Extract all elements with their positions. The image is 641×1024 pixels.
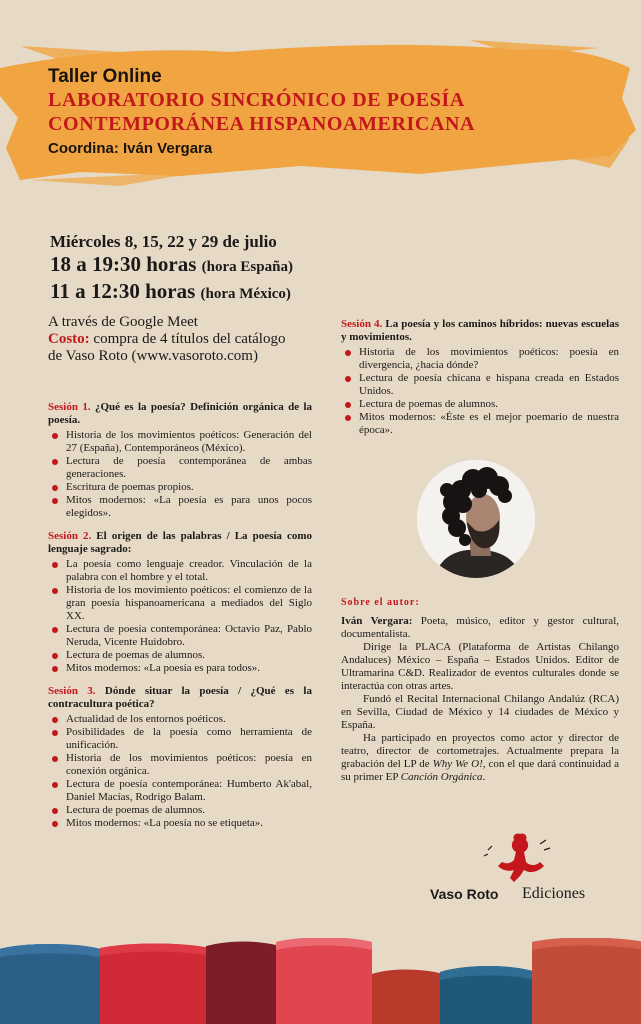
schedule-spain <box>50 252 293 279</box>
title-line-1: LABORATORIO SINCRÓNICO DE POESÍA <box>48 89 465 111</box>
list-item: La poesía como lenguaje creador. Vinculación de la palabra con el hombre y el total. <box>48 558 312 584</box>
list-item: Mitos modernos: «La poesía es para unos pocos elegidos». <box>48 494 312 520</box>
author-paragraph: Dirige la PLACA (Plataforma de Artistas Chilango Andaluces) México – España – Estados Unidos. Editor de Ultramarina C&D. Realizador de eventos culturales donde se interactúa con otras artes. <box>341 641 619 692</box>
session-3 <box>48 685 312 830</box>
cost-text: compra de 4 títulos del catálogo <box>93 331 286 347</box>
session-label: Sesión 1. <box>48 401 91 413</box>
title-line-2: CONTEMPORÁNEA HISPANOAMERICANA <box>48 113 476 135</box>
session-title <box>48 530 312 556</box>
list-item: Historia de los movimiento poéticos: el comienzo de la gran poesía hispanoamericana a mediados del Siglo XX. <box>48 584 312 623</box>
session-heading: La poesía y los caminos híbridos: nuevas escuelas y movimientos. <box>341 318 619 343</box>
mexico-time: 11 a 12:30 horas <box>50 279 196 303</box>
list-item: Historia de los movimientos poéticos: poesía en divergencia, ¿hacia dónde? <box>341 346 619 372</box>
session-heading: El origen de las palabras / La poesía como lenguaje sagrado: <box>48 530 312 555</box>
brand-ediciones: Ediciones <box>522 885 586 902</box>
list-item: Lectura de poesía chicana e hispana creada en Estados Unidos. <box>341 372 619 398</box>
kicker: Taller Online <box>48 66 162 87</box>
author-heading: Sobre el autor: <box>341 597 420 608</box>
list-item: Lectura de poemas de alumnos. <box>48 649 312 662</box>
session-items <box>48 558 312 675</box>
vase-figure-icon <box>478 830 558 886</box>
schedule-mexico <box>50 279 293 306</box>
p4-end: . <box>482 771 486 783</box>
session-items <box>48 713 312 830</box>
cost-label: Costo: <box>48 331 90 347</box>
list-item: Posibilidades de la poesía como herramienta de unificación. <box>48 726 312 752</box>
p4-text-2: , con el que dará continuidad a su primer EP <box>341 758 619 783</box>
spain-time: 18 a 19:30 horas <box>50 252 197 276</box>
list-item: Historia de los movimientos poéticos: poesía en conexión orgánica. <box>48 752 312 778</box>
author-intro <box>341 615 619 641</box>
session-label: Sesión 2. <box>48 530 92 542</box>
list-item: Historia de los movimientos poéticos: Generación del 27 (España), Contemporáneos (México). <box>48 429 312 455</box>
session-title <box>48 401 312 427</box>
list-item: Mitos modernos: «La poesía es para todos». <box>48 662 312 675</box>
schedule-days: Miércoles 8, 15, 22 y 29 de julio <box>50 232 277 251</box>
session-heading: Dónde situar la poesía / ¿Qué es la contracultura poética? <box>48 685 312 710</box>
p4-text: Ha participado en proyectos como actor y director de teatro, director de cortometrajes. Actualmente prepara la grabación del LP de <box>341 732 619 770</box>
session-title <box>48 685 312 711</box>
session-items <box>48 429 312 520</box>
session-1 <box>48 401 312 520</box>
author-paragraph <box>341 732 619 784</box>
schedule <box>50 232 293 306</box>
books-decoration <box>0 938 641 1024</box>
lp-title: Why We O! <box>432 758 483 770</box>
author-intro-text: Poeta, músico, editor y gestor cultural, documentalista. <box>341 615 619 640</box>
list-item: Lectura de poesía contemporánea: Octavio Paz, Pablo Neruda, Vicente Huidobro. <box>48 623 312 649</box>
author-photo <box>417 460 535 578</box>
ep-title: Canción Orgánica <box>400 771 483 783</box>
about-author <box>341 596 619 784</box>
session-4 <box>341 318 619 437</box>
vaso-roto-logo <box>428 830 598 910</box>
session-2 <box>48 530 312 675</box>
spain-zone: (hora España) <box>201 259 293 275</box>
cost-line-2: de Vaso Roto (www.vasoroto.com) <box>48 348 258 364</box>
header <box>48 66 608 157</box>
session-title <box>341 318 619 344</box>
session-label: Sesión 4. <box>341 318 383 330</box>
list-item: Mitos modernos: «Éste es el mejor poemario de nuestra época». <box>341 411 619 437</box>
list-item: Lectura de poemas de alumnos. <box>48 804 312 817</box>
session-items <box>341 346 619 437</box>
author-paragraph: Fundó el Recital Internacional Chilango Andalúz (RCA) en Sevilla, Ciudad de México y 14 ciudades de México y España. <box>341 693 619 731</box>
brand-name: Vaso Roto <box>430 886 499 902</box>
list-item: Lectura de poemas de alumnos. <box>341 398 619 411</box>
list-item: Lectura de poesía contemporánea: Humberto Ak'abal, Daniel Macías, Rodrigo Balam. <box>48 778 312 804</box>
list-item: Lectura de poesía contemporánea de ambas generaciones. <box>48 455 312 481</box>
list-item: Actualidad de los entornos poéticos. <box>48 713 312 726</box>
sessions-left-column <box>48 401 312 840</box>
sessions-right-column <box>341 318 619 447</box>
author-name: Iván Vergara: <box>341 615 413 627</box>
access-info <box>48 314 285 365</box>
platform: A través de Google Meet <box>48 314 198 330</box>
mexico-zone: (hora México) <box>200 286 291 302</box>
cost-line <box>48 331 285 348</box>
session-heading: ¿Qué es la poesía? Definición orgánica de la poesía. <box>48 401 313 426</box>
list-item: Escritura de poemas propios. <box>48 481 312 494</box>
coordinator: Coordina: Iván Vergara <box>48 140 213 157</box>
list-item: Mitos modernos: «La poesía no se etiqueta». <box>48 817 312 830</box>
session-label: Sesión 3. <box>48 685 96 697</box>
